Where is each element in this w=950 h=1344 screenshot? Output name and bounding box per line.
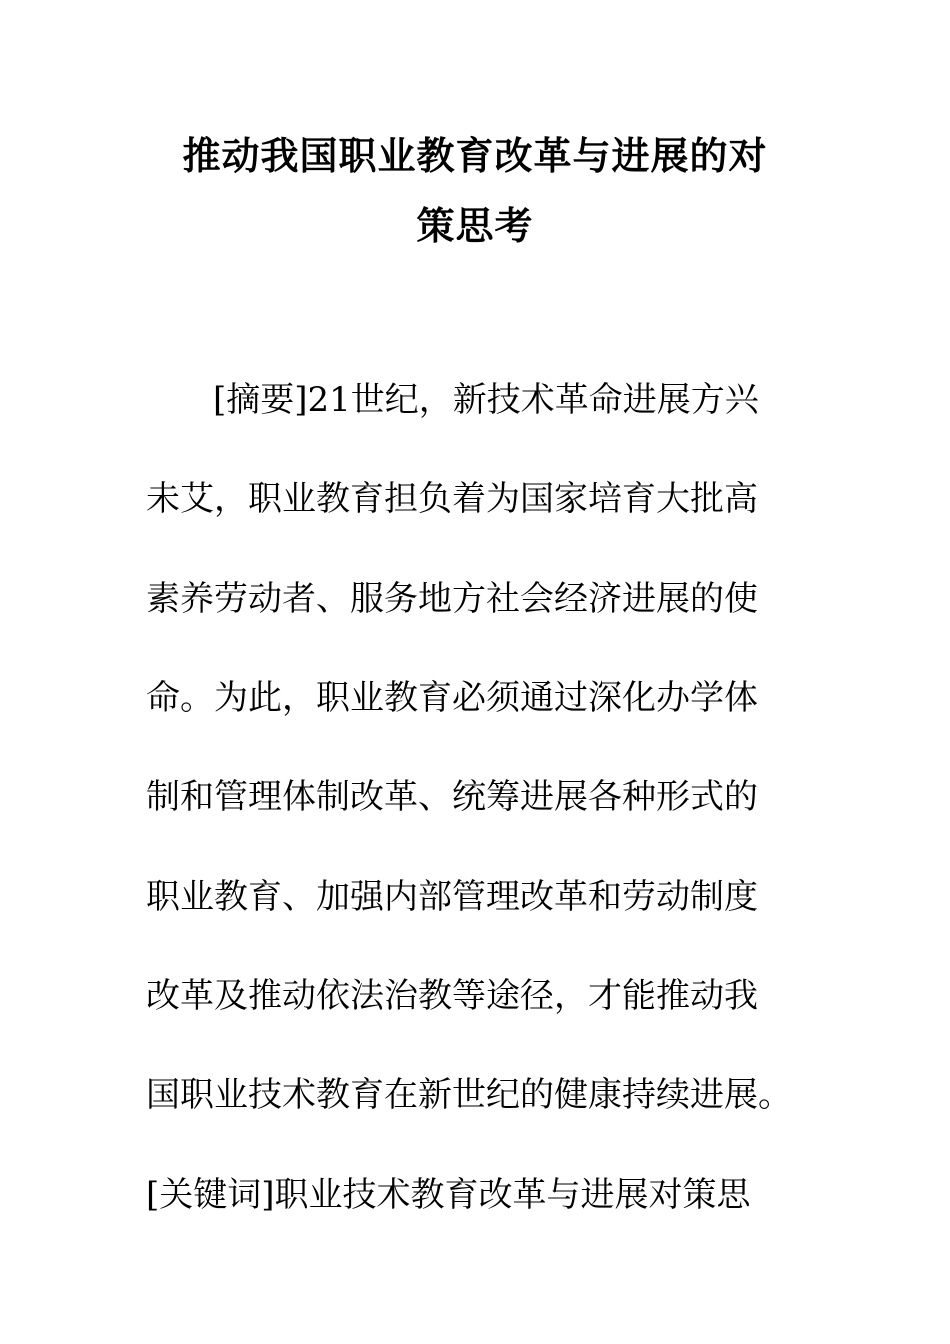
abstract-line-2: 未艾，职业教育担负着为国家培育大批高	[146, 479, 758, 519]
abstract-line-6: 职业教育、加强内部管理改革和劳动制度	[146, 877, 758, 917]
abstract-line-5: 制和管理体制改革、统筹进展各种形式的	[146, 777, 758, 817]
abstract-line-4: 命。为此，职业教育必须通过深化办学体	[146, 678, 758, 718]
abstract-line-1: [摘要]21世纪，新技术革命进展方兴	[213, 380, 759, 420]
keywords-line: [关键词]职业技术教育改革与进展对策思	[146, 1175, 751, 1215]
abstract-line-8: 国职业技术教育在新世纪的健康持续进展。	[146, 1075, 792, 1115]
document-title-line-1: 推动我国职业教育改革与进展的对	[182, 134, 768, 178]
document-title-line-2: 策思考	[416, 204, 534, 248]
abstract-line-3: 素养劳动者、服务地方社会经济进展的使	[146, 579, 758, 619]
abstract-line-7: 改革及推动依法治教等途径，才能推动我	[146, 976, 758, 1016]
